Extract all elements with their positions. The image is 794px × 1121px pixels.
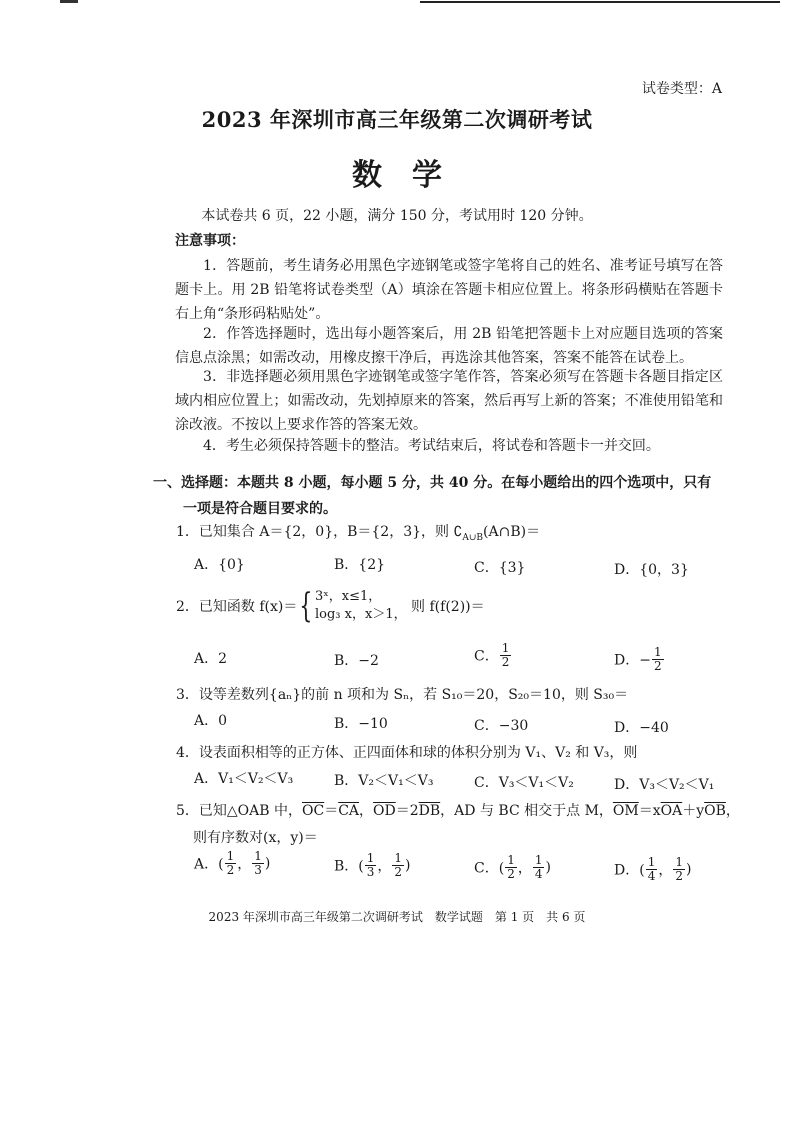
vector-om: $\overline{OM}$ [612,803,639,819]
q5-eq-1: ＝ [324,803,339,819]
vector-ca: $\overline{CA}$ [338,803,360,819]
fraction-x [646,856,658,883]
q5-plus: ＋y [682,803,705,819]
question-4-stem: 4．设表面积相等的正方体、正四面体和球的体积分别为 V₁、V₂ 和 V₃，则 [176,745,638,761]
q4-option-d: D．V₃＜V₂＜V₁ [614,777,715,793]
fraction-denominator: 4 [534,867,543,881]
q5-option-d [614,856,691,883]
paper-type: 试卷类型：A [641,81,722,97]
fraction-numerator: 1 [254,849,262,863]
fraction-numerator: 1 [675,855,683,869]
section-heading [153,470,723,522]
question-2-stem [176,588,485,624]
close-paren: ) [545,859,551,876]
q2-option-d-fraction [652,646,664,673]
notice-item-1: 1．答题前，考生请务必用黑色字迹钢笔或签字笔将自己的姓名、准考证号填写在答题卡上。用 2B 铅笔将试卷类型（A）填涂在答题卡相应位置上。将条形码横贴在答题卡右上角“条形码粘贴处”。 [175,258,723,322]
fraction-denominator: 2 [226,863,235,877]
q1-option-c: C．{3} [474,560,526,576]
q5-sep: ， [359,803,374,819]
q3-option-d: D．−40 [614,720,669,736]
q4-option-c: C．V₃＜V₁＜V₂ [474,775,574,791]
fraction-denominator: 2 [501,655,510,669]
fraction-numerator: 1 [507,853,515,867]
q2-option-c-fraction [500,642,512,669]
q5-stem-mid: ，AD 与 BC 相交于点 M， [440,803,613,819]
q2-brace: { [299,586,313,626]
notice-item-2: 2．作答选择题时，选出每小题答案后，用 2B 铅笔把答题卡上对应题目选项的答案信息点涂黑；如需改动，用橡皮擦干净后，再选涂其他答案，答案不能答在试卷上。 [175,326,723,366]
q2-stem-end: 则 f(f(2))＝ [411,599,485,615]
q2-option-a: A．2 [194,651,228,667]
q2-option-c-label: C． [474,648,499,665]
option-label: B．( [334,858,364,875]
subject-title: 数学 [352,158,472,193]
fraction-numerator: 1 [647,855,656,869]
q1-complement-universe: A∪B [462,532,484,543]
option-label: A．( [194,856,224,873]
exam-title: 2023 年深圳市高三年级第二次调研考试 [201,107,593,132]
fraction-x [505,854,517,881]
q5-stem-start: 5．已知△OAB 中， [176,803,302,819]
q1-stem: 1．已知集合 A＝{2，0}，B＝{2，3}，则 ∁ [176,524,463,540]
comma: ， [517,860,532,877]
q1-stem-end: (A∩B)＝ [483,524,541,540]
fraction-y [392,852,404,879]
q4-option-a: A．V₁＜V₂＜V₃ [194,771,294,787]
fraction-denominator: 4 [647,869,656,883]
q2-piecewise [315,588,407,624]
fraction-numerator: 1 [653,645,662,659]
q3-option-a: A．0 [194,713,228,729]
fraction-denominator: 2 [507,867,515,881]
vector-oa: $\overline{OA}$ [660,803,683,819]
q5-option-a [194,850,270,877]
q5-stem-end: ， [725,803,740,819]
q5-option-c [474,854,551,881]
notice-title: 注意事项： [175,233,245,249]
close-paren: ) [405,857,411,874]
question-3-stem: 3．设等差数列{aₙ}的前 n 项和为 Sₙ，若 S₁₀＝20，S₂₀＝10，则 S₃₀＝ [176,687,629,703]
close-paren: ) [264,855,271,872]
fraction-denominator: 3 [366,865,375,879]
notice-item-3: 3．非选择题必须用黑色字迹钢笔或签字笔作答，答案必须写在答题卡各题目指定区域内相应位置上；如需改动，先划掉原来的答案，然后再写上新的答案；不准使用铅笔和涂改液。不按以上要求作答的答案无效。 [175,369,723,433]
fraction-denominator: 2 [675,869,683,883]
vector-od: $\overline{OD}$ [373,803,396,819]
vector-ob: $\overline{OB}$ [704,803,726,819]
question-5-stem [176,800,740,820]
option-label: C．( [474,860,505,877]
fraction-denominator: 3 [254,863,262,877]
q2-stem: 2．已知函数 f(x)＝ [176,599,298,615]
close-paren: ) [685,861,692,878]
fraction-denominator: 2 [653,659,662,673]
fraction-numerator: 1 [394,851,403,865]
comma: ， [377,858,392,875]
q2-option-d-label: D．− [614,652,651,669]
q5-option-b [334,852,411,879]
page-footer: 2023 年深圳市高三年级第二次调研考试 数学试题 第 1 页 共 6 页 [208,910,586,924]
fraction-numerator: 1 [534,853,543,867]
section-line-1: 一、选择题：本题共 8 小题，每小题 5 分，共 40 分。在每小题给出的四个选项中，只有 [153,475,712,491]
q4-option-b: B．V₂＜V₁＜V₃ [334,773,434,789]
q2-case-2: log₃ x，x＞1， [315,607,407,622]
vector-db: $\overline{DB}$ [418,803,441,819]
fraction-denominator: 2 [394,865,403,879]
q1-option-d: D．{0，3} [614,562,689,578]
fraction-numerator: 1 [501,641,510,655]
q5-stem-line-2: 则有序数对(x，y)＝ [193,830,318,846]
comma: ， [658,862,673,879]
section-line-2: 一项是符合题目要求的。 [183,501,337,517]
q2-option-c [474,642,512,669]
fraction-numerator: 1 [226,849,235,863]
q2-option-b: B．−2 [334,653,379,669]
vector-oc: $\overline{OC}$ [302,803,325,819]
q5-eq-2: ＝2 [395,803,419,819]
exam-info: 本试卷共 6 页，22 小题，满分 150 分，考试用时 120 分钟。 [201,208,593,224]
option-label: D．( [614,862,645,879]
q3-option-b: B．−10 [334,716,388,732]
fraction-y [673,856,685,883]
question-1-stem [176,521,540,543]
q1-option-a: A．{0} [194,557,245,573]
fraction-y [533,854,545,881]
fraction-x [365,852,377,879]
fraction-numerator: 1 [366,851,375,865]
q5-eq-3: ＝x [638,803,661,819]
q2-option-d [614,646,665,673]
notice-item-4: 4．考生必须保持答题卡的整洁。考试结束后，将试卷和答题卡一并交回。 [203,438,660,454]
q2-case-1: 3ˣ，x≤1， [315,589,382,604]
fraction-y [252,850,264,877]
comma: ， [237,856,252,873]
fraction-x [225,850,237,877]
q1-option-b: B．{2} [334,557,386,573]
q3-option-c: C．−30 [474,718,529,734]
